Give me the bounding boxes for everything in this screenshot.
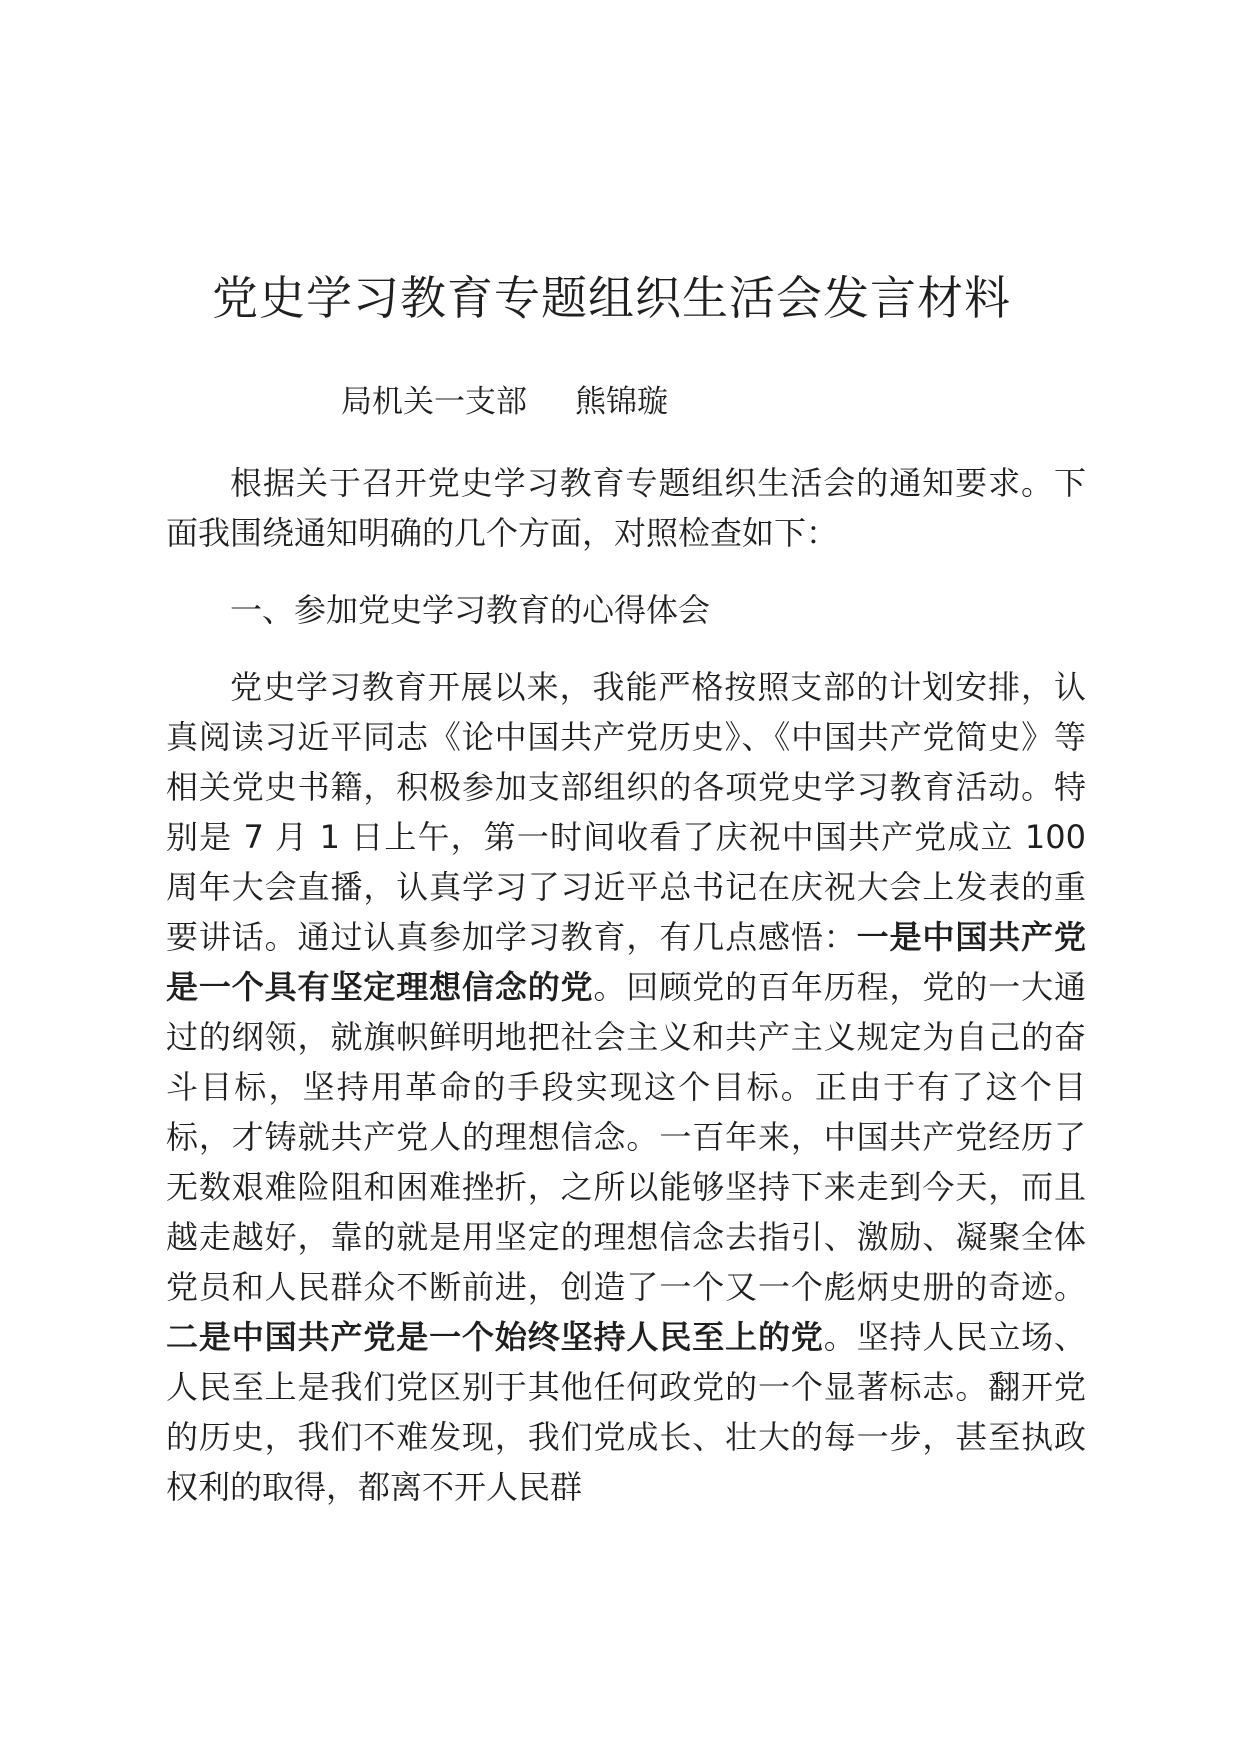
- document-title: 党史学习教育专题组织生活会发言材料: [212, 271, 1011, 325]
- document-body: [166, 458, 1086, 1512]
- intro-paragraph: 根据关于召开党史学习教育专题组织生活会的通知要求。下面我围绕通知明确的几个方面，对照检查如下：: [166, 464, 1086, 552]
- paragraph-text: 。回顾党的百年历程，党的一大通过的纲领，就旗帜鲜明地把社会主义和共产主义规定为自己的奋斗目标，坚持用革命的手段实现这个目标。正由于有了这个目标，才铸就共产党人的理想信念。一百年来，中国共产党经历了无数艰难险阻和困难挫折，之所以能够坚持下来走到今天，而且越走越好，靠的就是用坚定的理想信念去指引、激励、凝聚全体党员和人民群众不断前进，创造了一个又一个彪炳史册的奇迹。: [166, 968, 1086, 1306]
- byline: [341, 382, 668, 422]
- section-paragraph: [166, 662, 1086, 1512]
- paragraph-text: 党史学习教育开展以来，我能严格按照支部的计划安排，认真阅读习近平同志《论中国共产党历史》、《中国共产党简史》等相关党史书籍，积极参加支部组织的各项党史学习教育活动。特别是 7 月 1 日上午，第一时间收看了庆祝中国共产党成立 100 周年大会直播，认真学习了习近平总书记在庆祝大会上发表的重要讲话。通过认真参加学习教育，有几点感悟：: [166, 668, 1086, 956]
- section-heading: 一、参加党史学习教育的心得体会: [230, 591, 711, 629]
- byline-author: 熊锦璇: [575, 384, 668, 420]
- bold-point-two: 二是中国共产党是一个始终坚持人民至上的党: [166, 1318, 824, 1356]
- byline-unit: 局机关一支部: [341, 384, 527, 420]
- paragraph-text: 。坚持人民立场、人民至上是我们党区别于其他任何政党的一个显著标志。翻开党的历史，我们不难发现，我们党成长、壮大的每一步，甚至执政权利的取得，都离不开人民群: [166, 1318, 1086, 1506]
- bold-point-one: 一是中国共产党是一个具有坚定理想信念的党: [166, 918, 1086, 1006]
